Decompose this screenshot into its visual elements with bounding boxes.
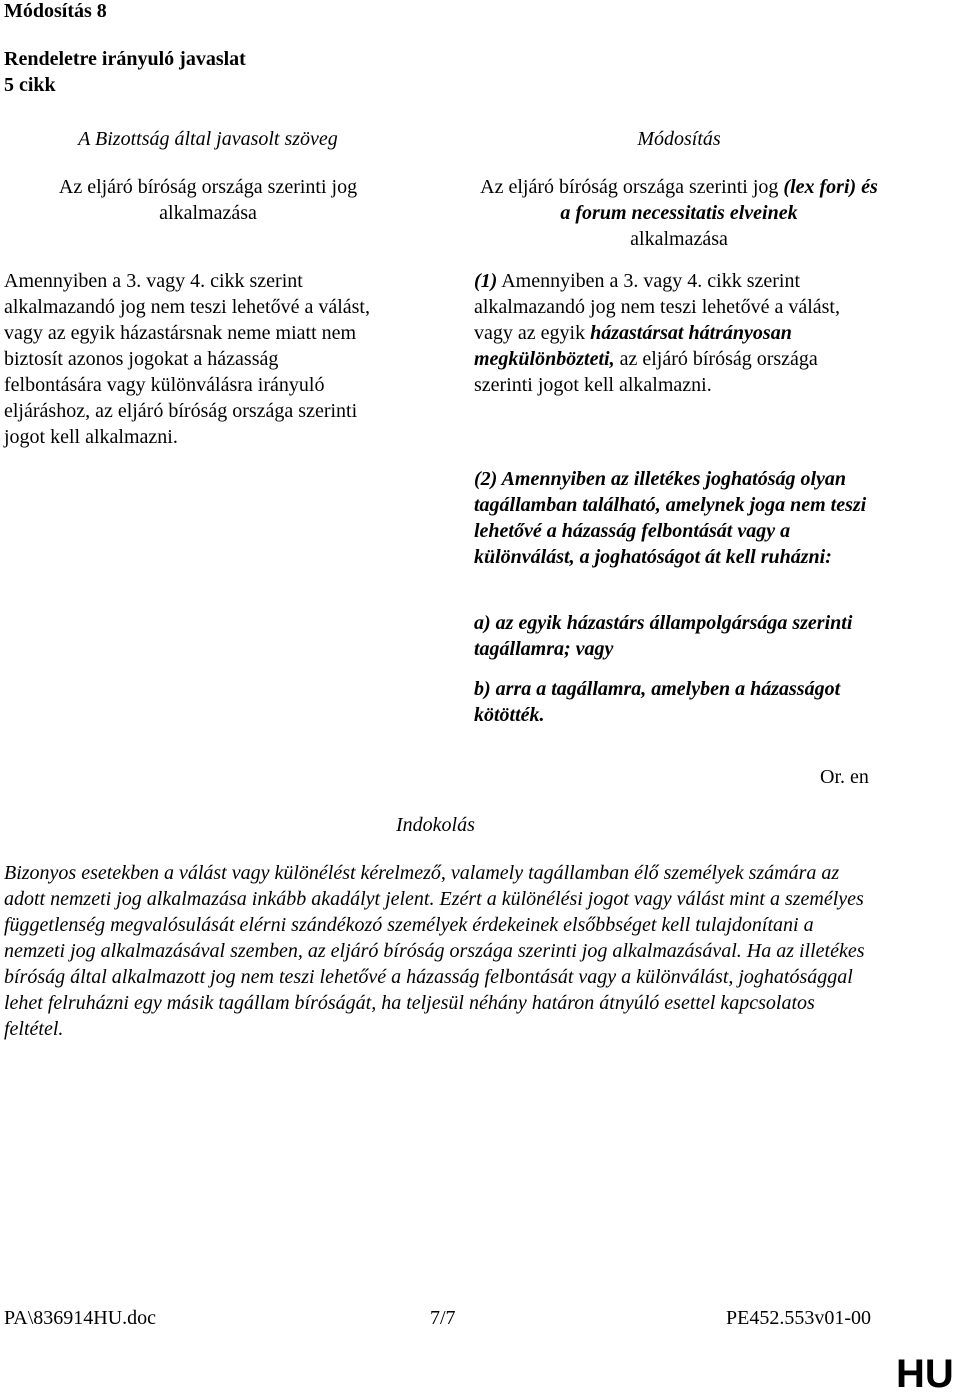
justification-body: Bizonyos esetekben a válást vagy különélést kérelmező, valamely tagállamban élő személyek számára az adott nemzeti jog alkalmazása inkább akadályt jelent. Ezért a különélési jogot vagy válást mint a személyes függetlenség megvalósulását elérni szándékozó személyek érdekeinek elsőbbséget kell tulajdonítani a nemzeti jog alkalmazásával szemben, az eljáró bíróság országa szerinti jog alkalmazásával. Ha az illetékes bíróság által alkalmazott jog nem teszi lehetővé a házasság felbontását vagy a különválást, joghatósággal lehet felruházni egy másik tagállam bíróságát, ha teljesül néhány határon átnyúló esettel kapcsolatos feltétel. — [4, 862, 865, 1040]
proposal-type: Rendeletre irányuló javaslat — [4, 48, 246, 70]
paragraph-1-number: (1) — [474, 270, 498, 292]
amendment-heading: Módosítás — [637, 128, 721, 150]
language-code: HU — [896, 1352, 954, 1396]
amendment-title: Módosítás 8 — [4, 0, 107, 22]
paragraph-1-text-b: az eljáró bíróság országa szerinti jogot kell alkalmazni. — [474, 348, 818, 396]
commission-text-subtitle — [4, 174, 412, 226]
commission-subtitle-line1: Az eljáró bíróság országa szerinti jog — [58, 176, 358, 198]
amendment-point-a: a) az egyik házastárs állampolgársága szerinti tagállamra; vagy — [474, 612, 853, 660]
original-language: Or. en — [820, 766, 869, 788]
commission-subtitle-line2: alkalmazása — [159, 202, 257, 224]
commission-text-body: Amennyiben a 3. vagy 4. cikk szerint alkalmazandó jog nem teszi lehetővé a válást, vagy az egyik házastársnak neme miatt nem biztosít azonos jogokat a házasság felbontására vagy különválásra irányuló eljáráshoz, az eljáró bíróság országa szerinti jogot kell alkalmazni. — [4, 270, 370, 448]
amendment-paragraph-2: (2) Amennyiben az illetékes joghatóság olyan tagállamban található, amelynek joga nem teszi lehetővé a házasság felbontását vagy a különválást, a joghatóságot át kell ruházni: — [474, 468, 867, 568]
amendment-paragraph-1 — [474, 268, 874, 398]
paragraph-1-bold: házastársat hátrányosan megkülönbözteti, — [474, 322, 792, 370]
amendment-subtitle — [474, 174, 884, 252]
amendment-subtitle-bold: (lex fori) és a forum necessitatis elveinek — [560, 176, 878, 224]
amendment-point-b: b) arra a tagállamra, amelyben a házasságot kötötték. — [474, 678, 841, 726]
footer-page-number: 7/7 — [430, 1307, 456, 1329]
commission-text-heading: A Bizottság által javasolt szöveg — [78, 128, 338, 150]
article-number: 5 cikk — [4, 74, 56, 96]
amendment-subtitle-plain: Az eljáró bíróság országa szerinti jog — [480, 176, 784, 198]
footer-doc-ref: PA\836914HU.doc — [4, 1307, 157, 1329]
paragraph-1-text-a: Amennyiben a 3. vagy 4. cikk szerint alkalmazandó jog nem teszi lehetővé a válást, vagy az egyik — [474, 270, 840, 344]
justification-heading: Indokolás — [396, 814, 475, 836]
amendment-subtitle-end: alkalmazása — [630, 228, 728, 250]
footer-pe-ref: PE452.553v01-00 — [726, 1307, 871, 1329]
